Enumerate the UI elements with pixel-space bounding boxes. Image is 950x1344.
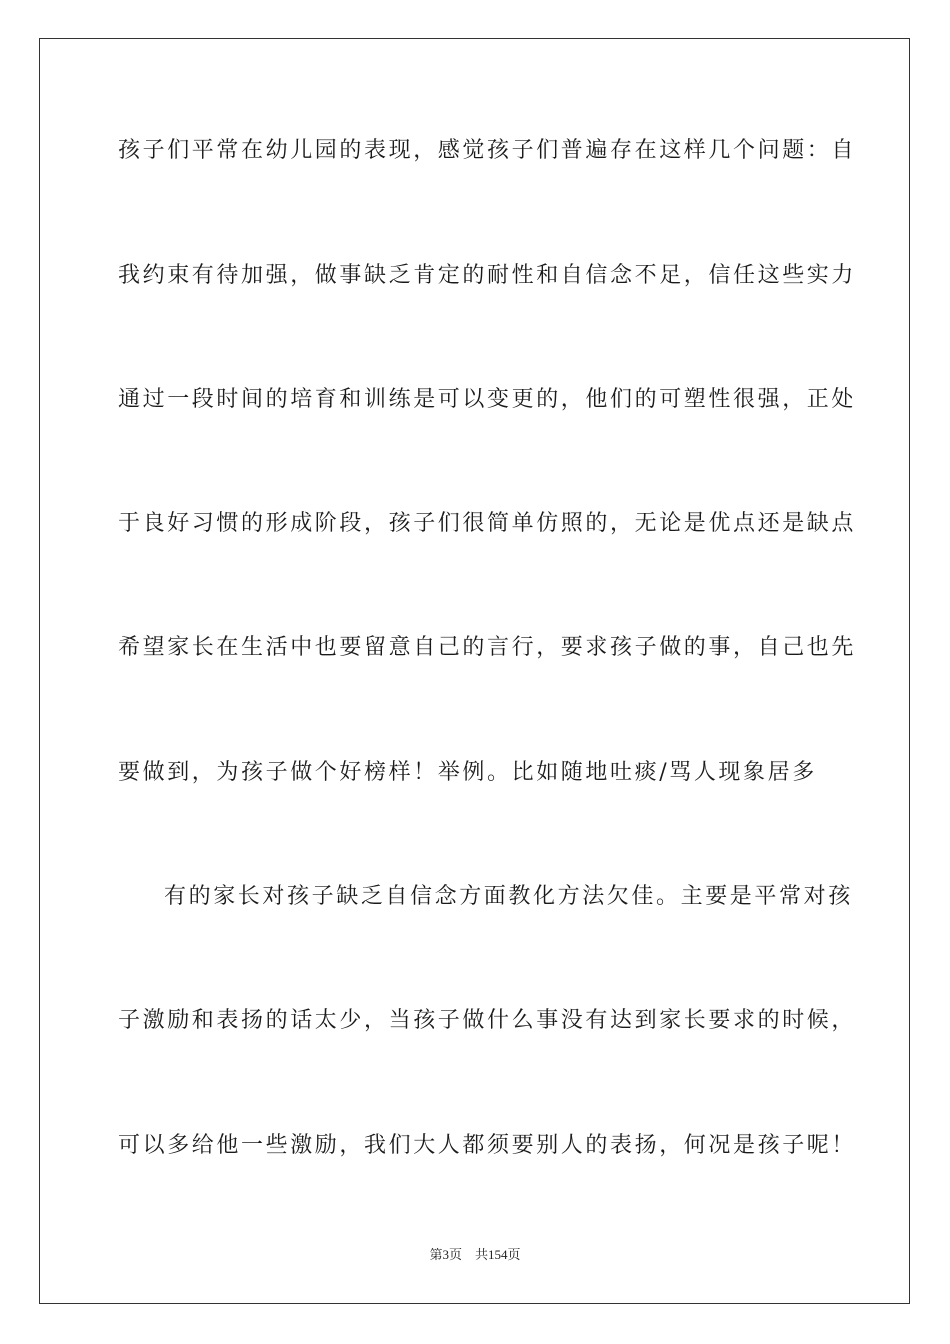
page-border bbox=[39, 38, 910, 1304]
body-line-7-indented: 有的家长对孩子缺乏自信念方面教化方法欠佳。主要是平常对孩 bbox=[164, 884, 853, 909]
body-line-8: 子激励和表扬的话太少，当孩子做什么事没有达到家长要求的时候， bbox=[118, 1008, 857, 1033]
page-footer bbox=[0, 1246, 950, 1264]
body-line-9: 可以多给他一些激励，我们大人都须要别人的表扬，何况是孩子呢！ bbox=[118, 1133, 857, 1158]
body-line-3: 通过一段时间的培育和训练是可以变更的，他们的可塑性很强，正处 bbox=[118, 387, 857, 412]
body-line-6: 要做到，为孩子做个好榜样！举例。比如随地吐痰/骂人现象居多 bbox=[118, 760, 817, 785]
body-line-5: 希望家长在生活中也要留意自己的言行，要求孩子做的事，自己也先 bbox=[118, 635, 857, 660]
current-page-label: 第3页 bbox=[429, 1247, 462, 1262]
body-line-1: 孩子们平常在幼儿园的表现，感觉孩子们普遍存在这样几个问题：自 bbox=[118, 138, 857, 163]
total-pages-label: 共154页 bbox=[475, 1247, 521, 1262]
body-line-4: 于良好习惯的形成阶段，孩子们很简单仿照的，无论是优点还是缺点 bbox=[118, 511, 857, 536]
body-line-2: 我约束有待加强，做事缺乏肯定的耐性和自信念不足，信任这些实力 bbox=[118, 263, 857, 288]
